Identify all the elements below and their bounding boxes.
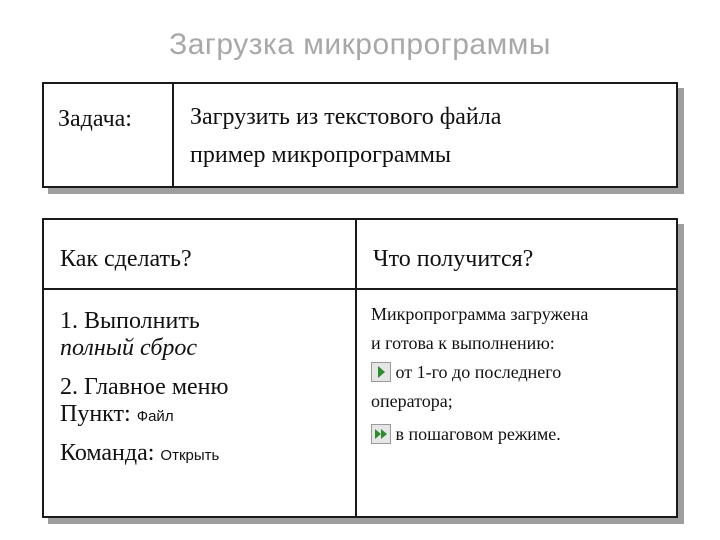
run-icon [371,362,391,382]
task-line-2: пример микропрограммы [190,142,452,168]
instructions-table [42,218,678,518]
header-result: Что получится? [357,220,676,290]
result-line-2: и готова к выполнению: [371,333,555,353]
step-line [371,420,676,449]
steps-cell [44,290,357,516]
item-label: Пункт: [60,401,137,427]
slide-title: Загрузка микропрограммы [169,28,551,61]
item-value: Файл [136,408,174,425]
task-description [174,84,676,186]
step-run-icon [371,424,391,444]
step-1-action: полный сброс [60,335,198,361]
result-line-1: Микропрограмма загружена [371,304,589,324]
step-text: в пошаговом режиме. [395,424,561,444]
run-text-2: оператора; [371,391,453,411]
step-1: 1. Выполнить [60,308,200,334]
run-text: от 1-го до последнего [395,362,562,382]
result-cell [357,290,676,516]
task-box [42,82,678,188]
command-label: Команда: [60,440,161,466]
header-how: Как сделать? [44,220,357,290]
step-2: 2. Главное меню [60,374,229,400]
task-line-1: Загрузить из текстового файла [190,104,502,130]
menu-item-line [60,401,355,428]
command-value: Открыть [160,447,220,464]
task-label: Задача: [44,84,174,186]
run-line [371,358,676,387]
command-line [60,440,355,467]
